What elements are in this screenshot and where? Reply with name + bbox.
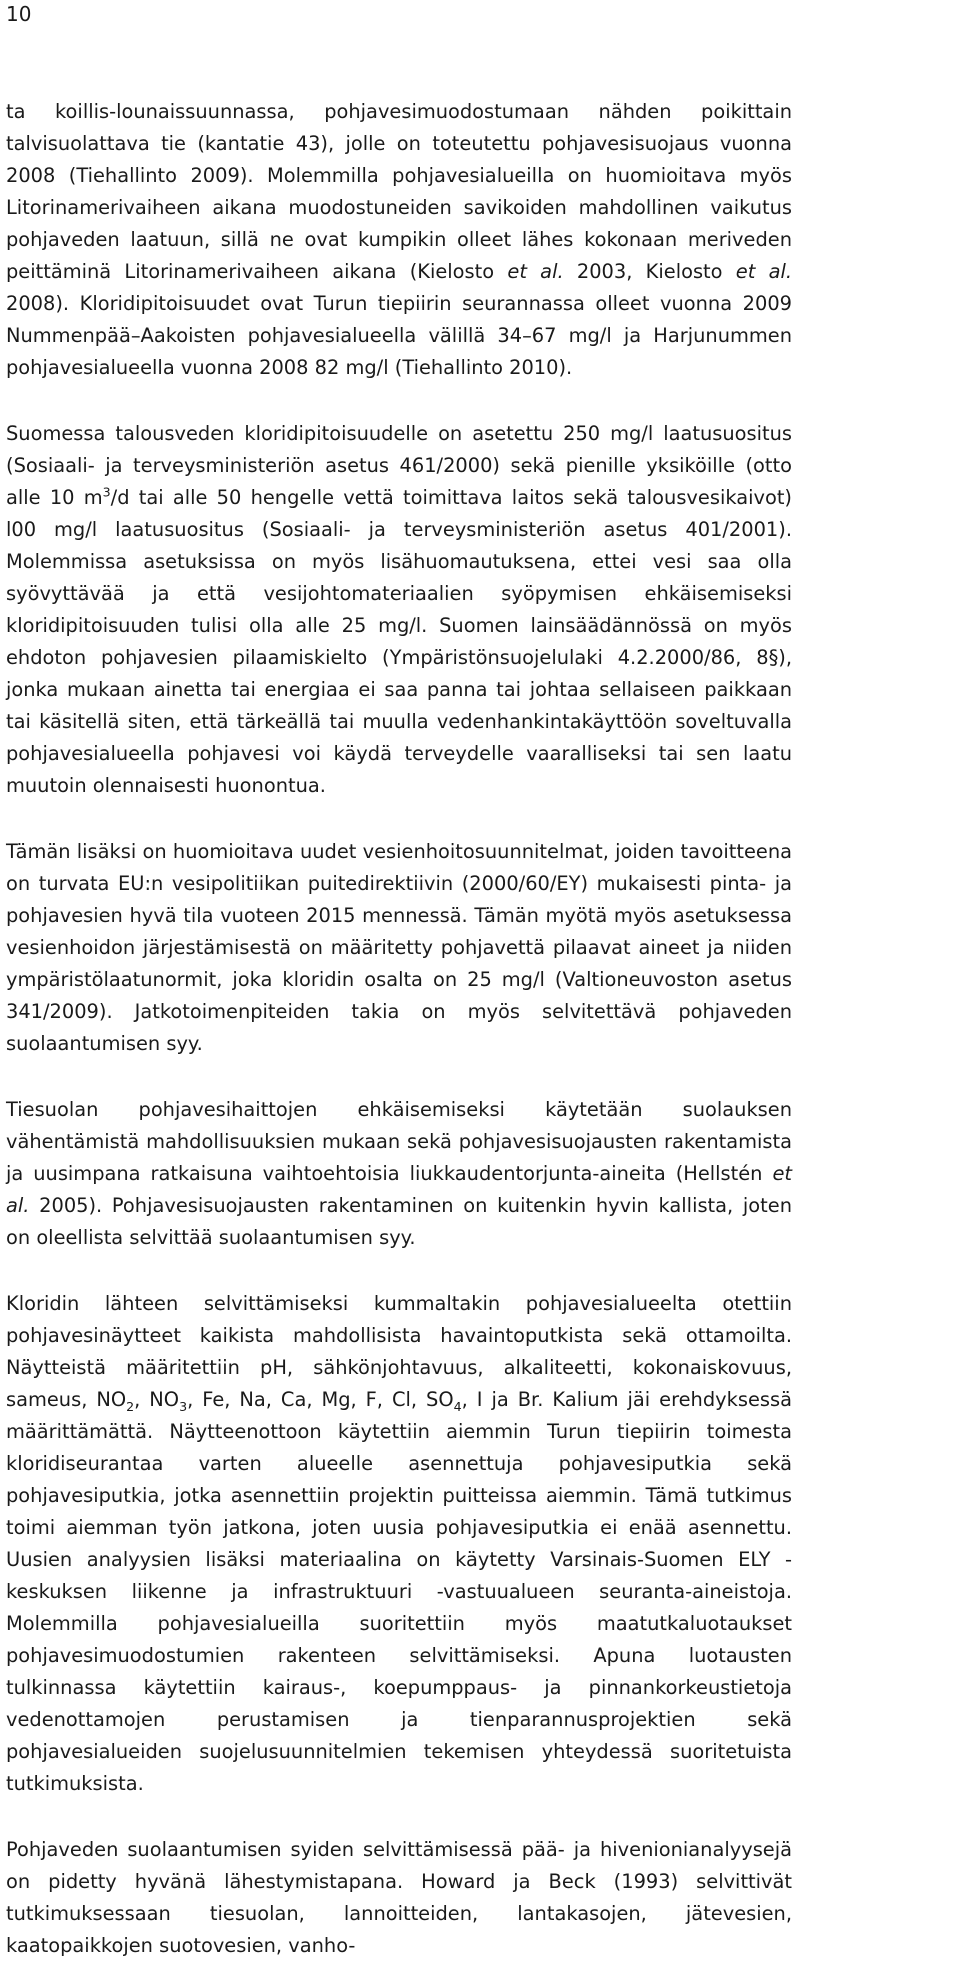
text-segment: Kloridin lähteen selvittämiseksi kummaltakin pohjavesialueelta otettiin pohjavesinäytteet kaikista mahdollisista havaintoputkista sekä ottamoilta. Näytteistä määritettiin pH, sähkönjohtavuus, alkaliteetti, kokonaiskovuus, sameus, NO — [6, 1292, 792, 1411]
text-segment: ta koillis-lounaissuunnassa, pohjavesimuodostumaan nähden poikittain talvisuolattava tie (kantatie 43), jolle on toteutettu pohjavesisuojaus vuonna 2008 (Tiehallinto 2009). Molemmilla pohjavesialueilla on huomioitava myös Litorinamerivaiheen aikana muodostuneiden savikoiden mahdollinen vaikutus pohjaveden laatuun, sillä ne ovat kumpikin olleet lähes kokonaan meriveden peittäminä Litorinamerivaiheen aikana (Kielosto — [6, 100, 792, 283]
paragraph — [6, 1094, 792, 1254]
italic-text: et al. — [735, 260, 793, 283]
text-segment: /d tai alle 50 hengelle vettä toimittava laitos sekä talousvesikaivot) l00 mg/l laatusuositus (Sosiaali- ja terveysministeriön asetus 401/2001). Molemmissa asetuksissa on myös lisähuomautuksena, ettei vesi saa olla syövyttävää ja että vesijohtomateriaalien syöpymisen ehkäisemiseksi kloridipitoisuuden tulisi olla alle 25 mg/l. Suomen lainsäädännössä on myös ehdoton pohjavesien pilaamiskielto (Ympäristönsuojelulaki 4.2.2000/86, 8§), jonka mukaan ainetta tai energiaa ei saa panna tai johtaa sellaiseen paikkaan tai käsitellä siten, että tärkeällä tai muulla vedenhankintakäyttöön soveltuvalla pohjavesialueella pohjavesi voi käydä terveydelle vaaralliseksi tai sen laatu muutoin olennaisesti huonontua. — [6, 486, 792, 797]
superscript-text: 3 — [102, 484, 111, 500]
subscript-text: 2 — [126, 1398, 135, 1414]
paragraph — [6, 1288, 792, 1800]
paragraph — [6, 96, 792, 384]
text-segment: , Fe, Na, Ca, Mg, F, Cl, SO — [187, 1388, 454, 1411]
text-segment: Pohjaveden suolaantumisen syiden selvittämisessä pää- ja hivenionianalyysejä on pidetty hyvänä lähestymistapana. Howard ja Beck (1993) selvittivät tutkimuksessaan tiesuolan, lannoitteiden, lantakasojen, jätevesien, kaatopaikkojen suotovesien, vanho- — [6, 1838, 792, 1957]
text-segment: Suomessa talousveden kloridipitoisuudelle on asetettu 250 mg/l laatusuositus (Sosiaali- ja terveysministeriön asetus 461/2000) sekä pienille yksiköille (otto alle 10 m — [6, 422, 792, 509]
text-segment: Tämän lisäksi on huomioitava uudet vesienhoitosuunnitelmat, joiden tavoitteena on turvata EU:n vesipolitiikan puitedirektiivin (2000/60/EY) mukaisesti pinta- ja pohjavesien hyvä tila vuoteen 2015 mennessä. Tämän myötä myös asetuksessa vesienhoidon järjestämisestä on määritetty pohjavettä pilaavat aineet ja niiden ympäristölaatunormit, joka kloridin osalta on 25 mg/l (Valtioneuvoston asetus 341/2009). Jatkotoimenpiteiden takia on myös selvitettävä pohjaveden suolaantumisen syy. — [6, 840, 792, 1055]
paragraph — [6, 1834, 792, 1962]
body-text — [6, 96, 792, 1962]
italic-text: et al. — [6, 1162, 792, 1217]
text-segment: , I ja Br. Kalium jäi erehdyksessä määrittämättä. Näytteenottoon käytettiin aiemmin Turun tiepiirin toimesta kloridiseurantaa varten alueelle asennettuja pohjavesiputkia sekä pohjavesiputkia, jotka asennettiin projektin puitteissa aiemmin. Tämä tutkimus toimi aiemman työn jatkona, joten uusia pohjavesiputkia ei enää asennettu. Uusien analyysien lisäksi materiaalina on käytetty Varsinais-Suomen ELY -keskuksen liikenne ja infrastruktuuri -vastuualueen seuranta-aineistoja. Molemmilla pohjavesialueilla suoritettiin myös maatutkaluotaukset pohjavesimuodostumien rakenteen selvittämiseksi. Apuna luotausten tulkinnassa käytettiin kairaus-, koepumppaus- ja pinnankorkeustietoja vedenottamojen perustamisen ja tienparannusprojektien sekä pohjavesialueiden suojelusuunnitelmien tekemisen yhteydessä suoritetuista tutkimuksista. — [6, 1388, 792, 1795]
page-number: 10 — [6, 2, 32, 26]
text-segment: , NO — [134, 1388, 180, 1411]
text-segment: Tiesuolan pohjavesihaittojen ehkäisemiseksi käytetään suolauksen vähentämistä mahdollisuuksien mukaan sekä pohjavesisuojausten rakentamista ja uusimpana ratkaisuna vaihtoehtoisia liukkaudentorjunta-aineita (Hellstén — [6, 1098, 792, 1185]
paragraph — [6, 418, 792, 802]
subscript-text: 3 — [179, 1398, 188, 1414]
italic-text: et al. — [507, 260, 564, 283]
text-segment: 2008). Kloridipitoisuudet ovat Turun tiepiirin seurannassa olleet vuonna 2009 Nummenpää–Aakoisten pohjavesialueella välillä 34–67 mg/l ja Harjunummen pohjavesialueella vuonna 2008 82 mg/l (Tiehallinto 2010). — [6, 292, 792, 379]
text-segment: 2005). Pohjavesisuojausten rakentaminen on kuitenkin hyvin kallista, joten on oleellista selvittää suolaantumisen syy. — [6, 1194, 792, 1249]
paragraph — [6, 836, 792, 1060]
text-segment: 2003, Kielosto — [563, 260, 736, 283]
subscript-text: 4 — [453, 1398, 462, 1414]
